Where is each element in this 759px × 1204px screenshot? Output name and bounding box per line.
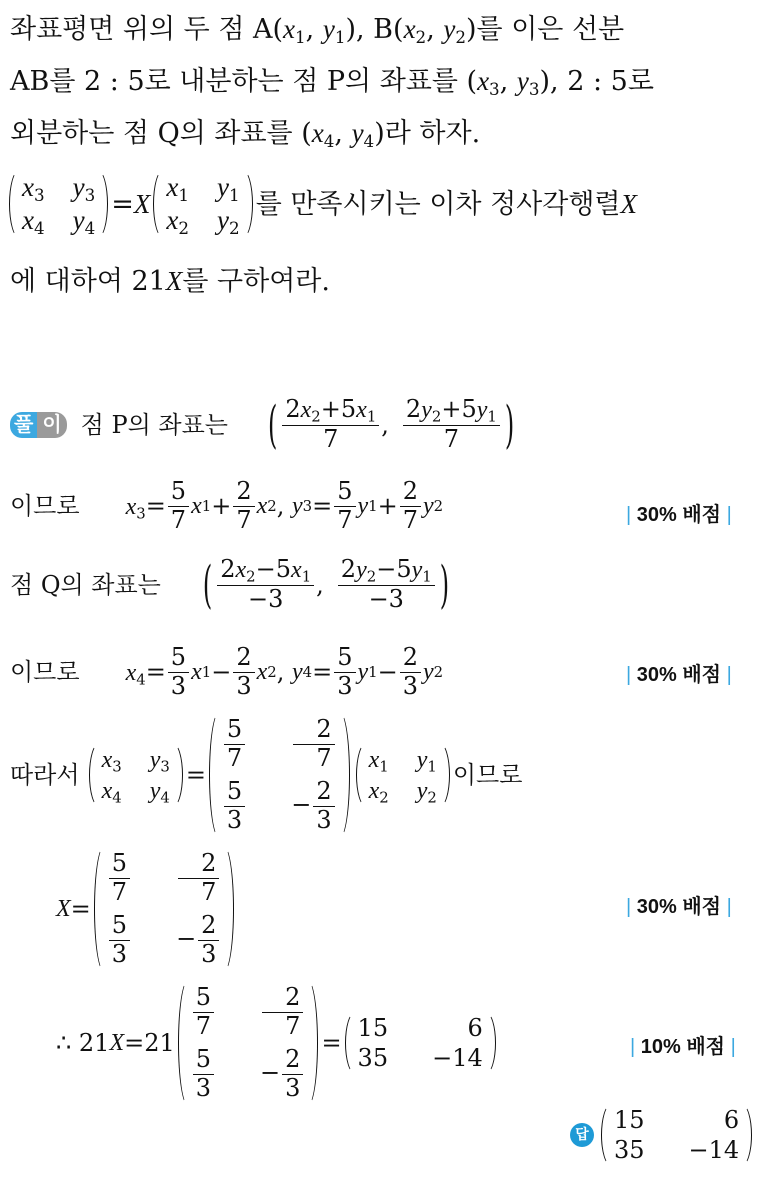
- fraction-q-x: $\frac{2x_2-5x_1}{-3}$: [217, 556, 314, 613]
- solution-matrix-x: X = $\frac{5}{7}$ $\frac{2}{7}$ $\frac{5}{3}$ − $\frac{2}{3}$: [56, 846, 237, 972]
- problem-line-4: $x_3$ $y_3$ $x_4$ $y_4$ = X $x_1$ $y_1$ $x_2$ $y_2$ 를 만족시키는 이차 정사각행렬 X: [6, 170, 637, 238]
- solution-matrix-equation: 따라서 $x_3$ $y_3$ $x_4$ $y_4$ = $\frac{5}{7}$ $\frac{2}{7}$ $\frac{5}{3}$ − $\frac{2}{3}$ $x_1$ $y_1$ $x_2$ $y_2$ 이므로: [10, 712, 522, 838]
- score-label: | 30% 배점 |: [626, 896, 732, 918]
- score-label: | 30% 배점 |: [626, 504, 732, 526]
- result-matrix: 15 6 35 −14: [342, 1012, 499, 1074]
- score-label: | 10% 배점 |: [630, 1036, 736, 1058]
- problem-line-1: 좌표평면 위의 두 점 $A(x_1$, $y_1$), $B(x_2$, $y_2$)를 이은 선분: [10, 14, 625, 48]
- matrix-x3y3-x4y4: $x_3$ $y_3$ $x_4$ $y_4$: [6, 170, 111, 238]
- matrix-x1y1-x2y2: $x_1$ $y_1$ $x_2$ $y_2$: [150, 170, 255, 238]
- problem-line-2: AB를 2 : 5로 내분하는 점 P의 좌표를 ($x_3$, $y_3$), 2 : 5로: [10, 66, 654, 100]
- solution-x3-y3: 이므로 $x_3=$ $\frac{5}{7}$ x 1 + $\frac{2}{7}$ x 2 , y 3 = $\frac{5}{7}$ y 1 + $\frac{2}{7}$ y 2: [10, 477, 444, 534]
- fraction-q-y: $\frac{2y_2-5y_1}{-3}$: [338, 556, 435, 613]
- solution-q-coordinates: 점 Q의 좌표는 ( $\frac{2x_2-5x_1}{-3}$ , $\frac{2y_2-5y_1}{-3}$ ): [10, 555, 450, 614]
- fraction-p-x: $\frac{2x_2+5x_1}{7}$: [282, 396, 379, 453]
- answer-icon: 답: [570, 1123, 594, 1147]
- solution-p-coordinates: 풀 이 점 P의 좌표는 ( $\frac{2x_2+5x_1}{7}$ , $\frac{2y_2+5y_1}{7}$ ): [10, 396, 517, 453]
- answer: 답 15 6 35 −14: [570, 1104, 755, 1166]
- solution-x4-y4: 이므로 $x_4=$ $\frac{5}{3}$ x 1 − $\frac{2}{3}$ x 2 , y 4 = $\frac{5}{3}$ y 1 − $\frac{2}{3}$ y 2: [10, 643, 444, 700]
- problem-line-3: 외분하는 점 Q의 좌표를 ($x_4$, $y_4$)라 하자.: [10, 118, 481, 152]
- problem-line-5: 에 대하여 21X를 구하여라.: [10, 266, 330, 297]
- solution-badge: 풀 이: [10, 415, 67, 435]
- solution-21x: ∴ 21 X =21 $\frac{5}{7}$ $\frac{2}{7}$ $\frac{5}{3}$ − $\frac{2}{3}$ = 15 6 35 −14: [56, 980, 499, 1106]
- score-label: | 30% 배점 |: [626, 664, 732, 686]
- fraction-p-y: $\frac{2y_2+5y_1}{7}$: [403, 396, 500, 453]
